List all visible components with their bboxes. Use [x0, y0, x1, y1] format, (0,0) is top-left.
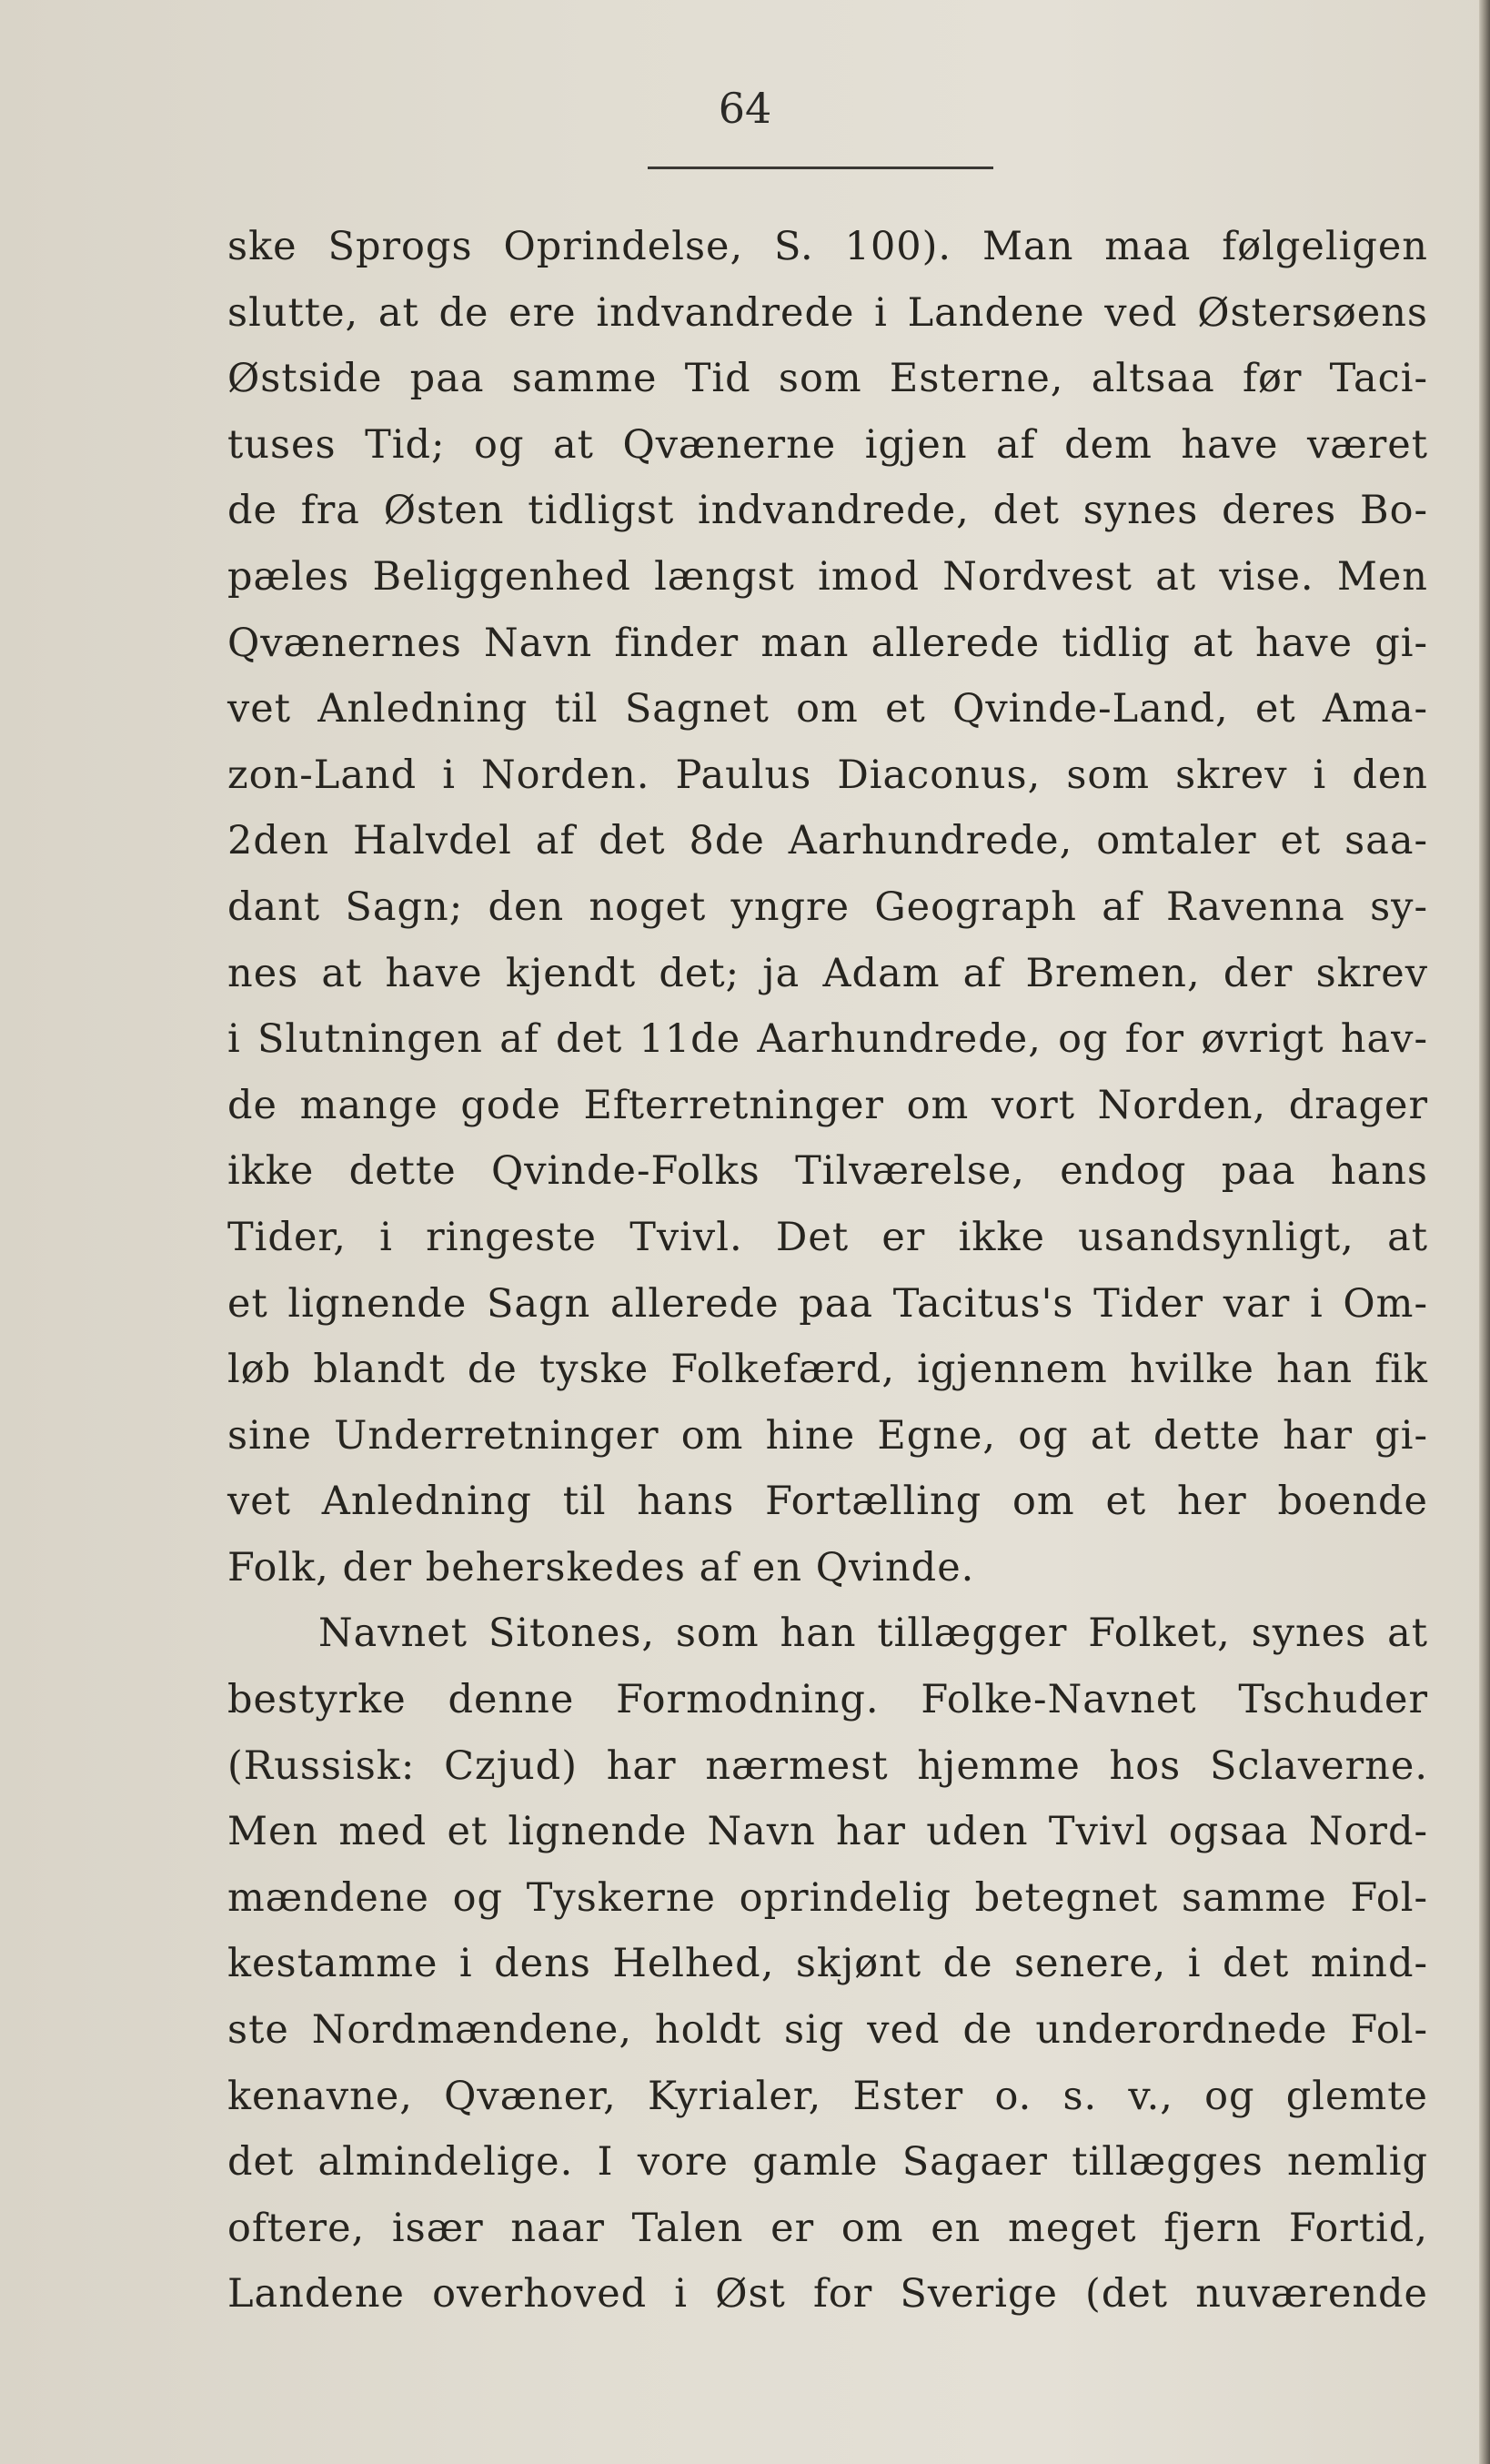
text-line: ste Nordmændene, holdt sig ved de underordnede Fol-: [227, 2007, 1428, 2054]
text-line: zon-Land i Norden. Paulus Diaconus, som skrev i den: [227, 752, 1428, 798]
text-line: ikke dette Qvinde-Folks Tilværelse, endog paa hans: [227, 1148, 1428, 1195]
text-line: de mange gode Efterretninger om vort Norden, drager: [227, 1082, 1428, 1128]
text-line: kenavne, Qvæner, Kyrialer, Ester o. s. v., og glemte: [227, 2073, 1428, 2119]
text-line: (Russisk: Czjud) har nærmest hjemme hos Sclaverne.: [227, 1742, 1428, 1789]
text-line: ske Sprogs Oprindelse, S. 100). Man maa følgeligen: [227, 224, 1428, 269]
text-line: de fra Østen tidligst indvandrede, det synes deres Bo-: [227, 488, 1428, 534]
text-line: Landene overhoved i Øst for Sverige (det nuværende: [227, 2271, 1428, 2318]
text-line: i Slutningen af det 11de Aarhundrede, og for øvrigt hav-: [227, 1016, 1428, 1063]
body-text: [227, 214, 1428, 2328]
text-line: Navnet Sitones, som han tillægger Folket, synes at: [318, 1611, 1428, 1657]
text-line: Østside paa samme Tid som Esterne, altsaa før Taci-: [227, 356, 1428, 402]
text-line: løb blandt de tyske Folkefærd, igjennem hvilke han fik: [227, 1347, 1428, 1393]
text-line: pæles Beliggenhed længst imod Nordvest at vise. Men: [227, 553, 1428, 600]
text-line: Tider, i ringeste Tvivl. Det er ikke usandsynligt, at: [227, 1214, 1428, 1260]
text-line: 2den Halvdel af det 8de Aarhundrede, omtaler et saa-: [227, 818, 1428, 864]
page-edge-shadow: [1479, 0, 1490, 2464]
text-line: vet Anledning til Sagnet om et Qvinde-Land, et Ama-: [227, 686, 1428, 732]
text-line: bestyrke denne Formodning. Folke-Navnet Tschuder: [227, 1677, 1428, 1723]
text-line: Folk, der beherskedes af en Qvinde.: [227, 1544, 975, 1590]
text-line: dant Sagn; den noget yngre Geograph af Ravenna sy-: [227, 884, 1428, 930]
text-line: slutte, at de ere indvandrede i Landene ved Østersøens: [227, 289, 1428, 336]
header-rule: [648, 167, 993, 169]
text-line: kestamme i dens Helhed, skjønt de senere, i det mind-: [227, 1941, 1428, 1987]
page-number: 64: [718, 84, 772, 133]
text-line: Qvænernes Navn finder man allerede tidlig at have gi-: [227, 620, 1428, 666]
text-line: tuses Tid; og at Qvænerne igjen af dem have været: [227, 421, 1428, 468]
text-line: et lignende Sagn allerede paa Tacitus's Tider var i Om-: [227, 1280, 1428, 1327]
text-line: Men med et lignende Navn har uden Tvivl ogsaa Nord-: [227, 1809, 1428, 1855]
text-line: oftere, især naar Talen er om en meget fjern Fortid,: [227, 2205, 1428, 2251]
text-line: mændene og Tyskerne oprindelig betegnet samme Fol-: [227, 1874, 1428, 1921]
text-line: vet Anledning til hans Fortælling om et her boende: [227, 1479, 1428, 1525]
text-line: nes at have kjendt det; ja Adam af Bremen, der skrev: [227, 950, 1428, 996]
text-line: det almindelige. I vore gamle Sagaer tillægges nemlig: [227, 2139, 1428, 2186]
text-line: sine Underretninger om hine Egne, og at dette har gi-: [227, 1412, 1428, 1459]
